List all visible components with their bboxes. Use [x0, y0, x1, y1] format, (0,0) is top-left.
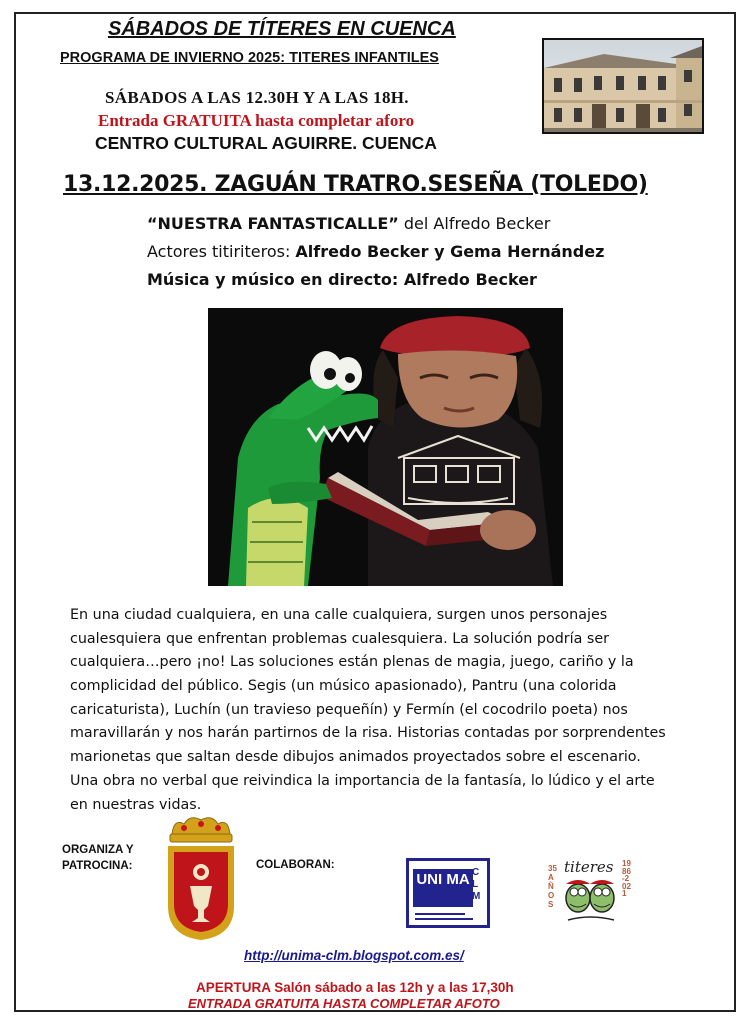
unima-clm-logo	[406, 858, 490, 928]
clm-text: CLM	[472, 867, 481, 902]
show-title-line	[147, 214, 550, 233]
description-line: marionetas que saltan desde dibujos animados proyectados sobre el escenario.	[70, 749, 641, 766]
free-entry-text: Entrada GRATUITA hasta completar aforo	[98, 111, 415, 130]
description-line: complicidad del público. Segis (un músico apasionado), Pantru (una colorida	[70, 678, 617, 695]
description-line: cualesquiera que enfrentan problemas cualesquiera. La solución podría ser	[70, 630, 610, 647]
schedule-text: SÁBADOS A LAS 12.30H Y A LAS 18H.	[105, 88, 409, 107]
description-line: cualquiera…pero ¡no! Las soluciones están plenas de magia, juego, cariño y la	[70, 654, 634, 671]
description-line: En una ciudad cualquiera, en una calle cualquiera, surgen unos personajes	[70, 607, 608, 623]
unima-blog-link[interactable]: http://unima-clm.blogspot.com.es/	[244, 948, 464, 963]
free-entry-footer-text: ENTRADA GRATUITA HASTA COMPLETAR AFOTO	[188, 996, 500, 1011]
program-title: PROGRAMA DE INVIERNO 2025: TITERES INFANTILES	[60, 50, 439, 66]
organiza-label	[62, 842, 134, 874]
show-title: “NUESTRA FANTASTICALLE”	[147, 214, 399, 233]
event-date-company: 13.12.2025. ZAGUÁN TRATRO.SESEÑA (TOLEDO)	[63, 172, 648, 197]
titeres-text: titeres	[564, 858, 614, 876]
titeres-range-text: 1986-2021	[622, 859, 631, 898]
actors-line	[147, 242, 604, 261]
show-photo	[208, 308, 563, 586]
show-description	[70, 604, 710, 817]
venue-text: CENTRO CULTURAL AGUIRRE. CUENCA	[95, 133, 437, 153]
actors-names: Alfredo Becker y Gema Hernández	[295, 242, 605, 261]
titeres-years-text: 35 AÑOS	[548, 864, 557, 909]
cuenca-coat-of-arms-logo	[160, 814, 242, 949]
venue-building-photo	[542, 38, 704, 134]
opening-hours-text: APERTURA Salón sábado a las 12h y a las 17,30h	[196, 980, 514, 995]
description-line: Una obra no verbal que reivindica la importancia de la fantasía, lo lúdico y el arte	[70, 772, 655, 789]
show-author: del Alfredo Becker	[398, 214, 551, 233]
colaboran-label: COLABORAN:	[256, 859, 335, 871]
description-line: maravillarán y nos harán partirnos de la risa. Historias contadas por sorprendentes	[70, 725, 666, 742]
poster-title: SÁBADOS DE TÍTERES EN CUENCA	[108, 18, 456, 40]
organiza-line-1: ORGANIZA Y	[62, 844, 134, 856]
description-line: en nuestras vidas.	[70, 796, 202, 813]
organiza-line-2: PATROCINA:	[62, 860, 133, 872]
music-line: Música y músico en directo: Alfredo Becker	[147, 270, 537, 289]
unima-text: UNI MA	[413, 869, 473, 907]
actors-label: Actores titiriteros:	[147, 242, 296, 261]
description-line: caricaturista), Luchín (un travieso pequeñín) y Fermín (el cocodrilo poeta) nos	[70, 701, 628, 718]
